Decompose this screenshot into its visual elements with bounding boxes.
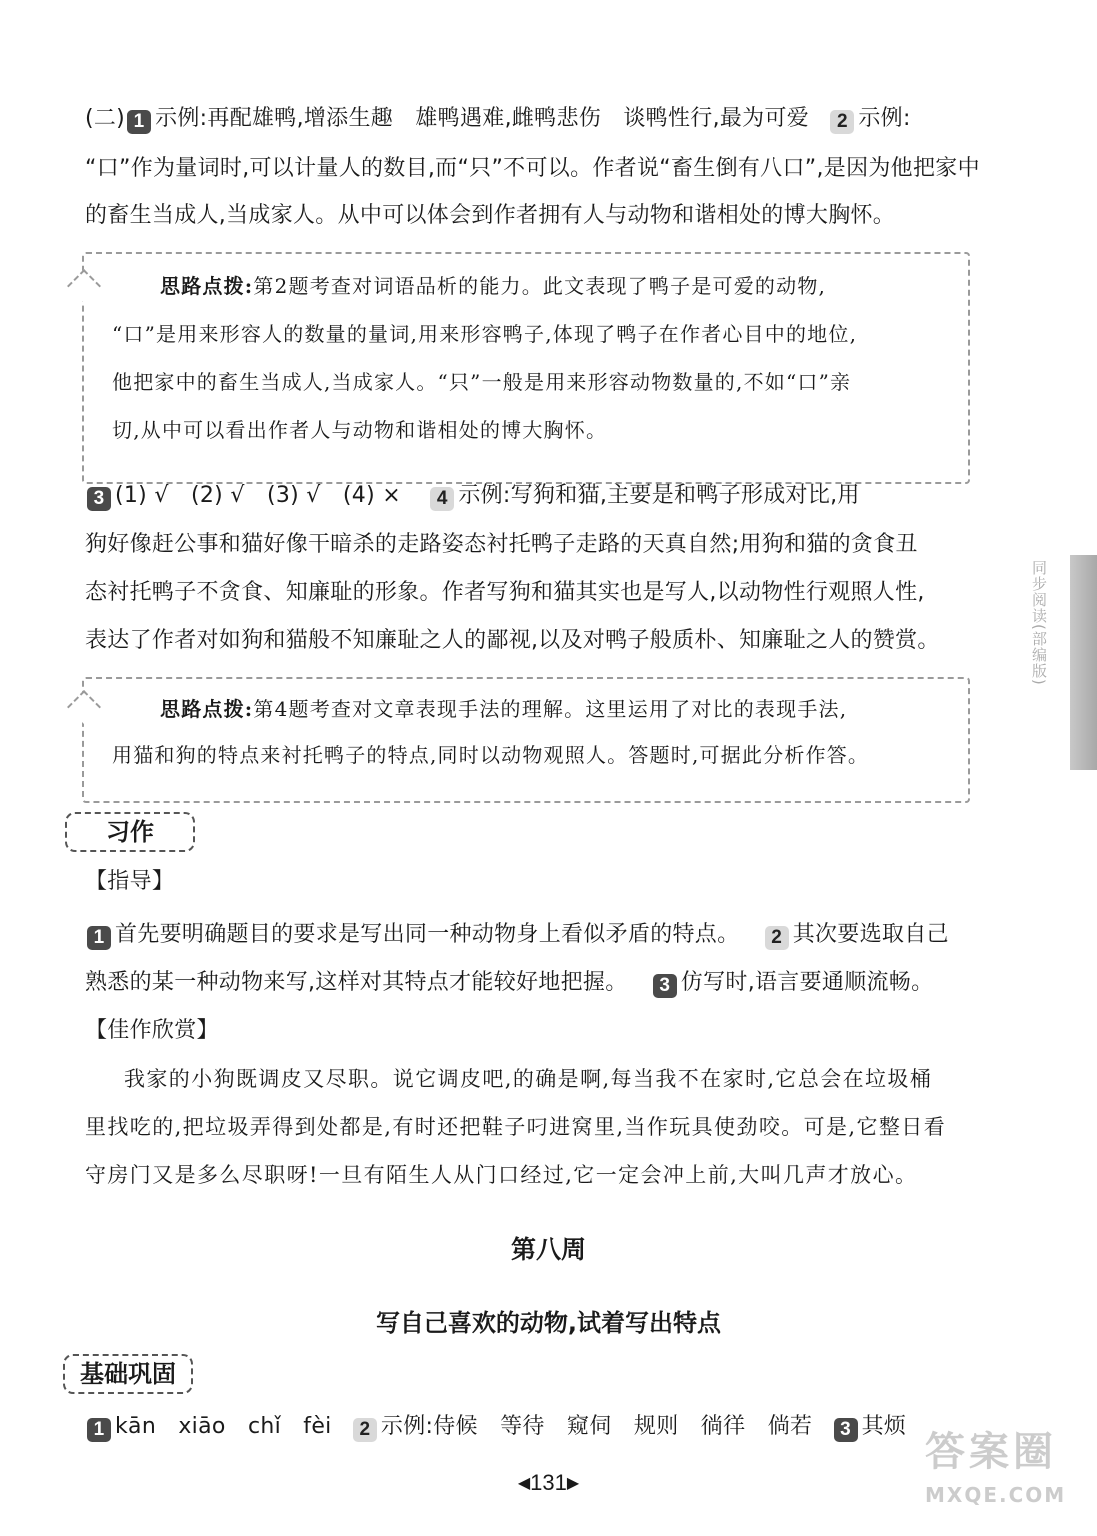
answer-q4-line4: 表达了作者对如狗和猫般不知廉耻之人的鄙视,以及对鸭子般质朴、知廉耻之人的赞赏。 (85, 628, 940, 653)
question-number-badge: 4 (430, 487, 454, 511)
watermark-url: MXQE.COM (925, 1483, 1067, 1507)
page-number-value: 131 (530, 1470, 567, 1495)
tip-line (160, 272, 826, 300)
guide-item-text: 其次要选取自己 (792, 922, 949, 947)
word-answers: 示例:侍候 等待 窥伺 规则 徜徉 倘若 (380, 1414, 813, 1439)
tip-corner-decoration (67, 269, 101, 303)
tip-label: 思路点拨: (160, 274, 254, 298)
question-number-badge: 1 (87, 926, 111, 950)
q2-answer-lead: 示例: (858, 106, 911, 131)
guide-item-text: 熟悉的某一种动物来写,这样对其特点才能较好地把握。 (85, 970, 628, 995)
idiom-answer: 其烦 (861, 1414, 907, 1439)
tip-box-q2 (82, 252, 970, 484)
guide-heading: 【指导】 (85, 869, 175, 894)
question-number-badge: 3 (87, 487, 111, 511)
question-number-badge: 2 (830, 110, 854, 134)
tip-line: 切,从中可以看出作者人与动物和谐相处的博大胸怀。 (112, 418, 608, 442)
question-number-badge: 3 (834, 1418, 858, 1442)
guide-line1 (85, 920, 972, 950)
tip-text: 第2题考查对词语品析的能力。此文表现了鸭子是可爱的动物, (253, 274, 827, 298)
answer-q4-line3: 态衬托鸭子不贪食、知廉耻的形象。作者写狗和猫其实也是写人,以动物性行观照人性, (85, 580, 925, 605)
answer-part2-line3: 的畜生当成人,当成家人。从中可以体会到作者拥有人与动物和谐相处的博大胸怀。 (85, 203, 896, 228)
tip-text: 第4题考查对文章表现手法的理解。这里运用了对比的表现手法, (253, 697, 848, 721)
guide-item-text: 仿写时,语言要通顺流畅。 (680, 970, 934, 995)
tip-box-q4 (82, 677, 970, 803)
tip-line (160, 695, 847, 723)
essay-line: 里找吃的,把垃圾弄得到处都是,有时还把鞋子叼进窝里,当作玩具使劲咬。可是,它整日看 (85, 1115, 947, 1139)
question-number-badge: 2 (353, 1418, 377, 1442)
tip-line: 他把家中的畜生当成人,当成家人。“只”一般是用来形容动物数量的,不如“口”亲 (112, 370, 852, 394)
triangle-left-icon: ◀ (517, 1475, 531, 1492)
essay-line: 我家的小狗既调皮又尽职。说它调皮吧,的确是啊,每当我不在家时,它总会在垃圾桶 (124, 1067, 933, 1091)
tip-line: “口”是用来形容人的数量的量词,用来形容鸭子,体现了鸭子在作者心目中的地位, (112, 322, 858, 346)
part2-prefix: (二) (85, 106, 126, 131)
answer-part2-line1 (85, 104, 972, 134)
section-tag-basics: 基础巩固 (63, 1354, 193, 1394)
basics-line1 (85, 1412, 972, 1442)
watermark-logo (925, 1420, 1095, 1530)
essay-line: 守房门又是多么尽职呀!一旦有陌生人从门口经过,它一定会冲上前,大叫几声才放心。 (85, 1163, 918, 1187)
answer-q3-q4-line1 (85, 481, 972, 511)
q3-answers: (1) √ (2) √ (3) √ (4) × (115, 483, 402, 508)
question-number-badge: 3 (653, 974, 677, 998)
answer-q4-line2: 狗好像赶公事和猫好像干暗杀的走路姿态衬托鸭子走路的天真自然;用狗和猫的贪食丑 (85, 532, 918, 557)
question-number-badge: 2 (765, 926, 789, 950)
side-tab-marker (1070, 555, 1097, 770)
appreciation-heading: 【佳作欣赏】 (85, 1018, 219, 1043)
week-subtitle: 写自己喜欢的动物,试着写出特点 (375, 1309, 722, 1337)
watermark-text: 答案圈 (925, 1429, 1057, 1475)
triangle-right-icon: ▶ (566, 1475, 580, 1492)
q1-answer-text: 示例:再配雄鸭,增添生趣 雄鸭遇难,雌鸭悲伤 谈鸭性行,最为可爱 (155, 106, 810, 131)
section-tag-writing: 习作 (65, 812, 195, 852)
guide-line2 (85, 968, 972, 998)
question-number-badge: 1 (87, 1418, 111, 1442)
q4-answer-text: 示例:写狗和猫,主要是和鸭子形成对比,用 (458, 483, 860, 508)
tip-corner-decoration (67, 690, 101, 724)
tip-line: 用猫和狗的特点来衬托鸭子的特点,同时以动物观照人。答题时,可据此分析作答。 (112, 743, 870, 767)
pinyin-answers: kān xiāo chǐ fèi (115, 1414, 332, 1439)
question-number-badge: 1 (127, 110, 151, 134)
week-title: 第八周 (510, 1235, 586, 1264)
answer-part2-line2: “口”作为量词时,可以计量人的数目,而“只”不可以。作者说“畜生倒有八口”,是因为他把家中 (85, 156, 980, 181)
tip-label: 思路点拨: (160, 697, 254, 721)
guide-item-text: 首先要明确题目的要求是写出同一种动物身上看似矛盾的特点。 (115, 922, 740, 947)
side-tab-text: 同步阅读(部编版) (1030, 560, 1048, 686)
